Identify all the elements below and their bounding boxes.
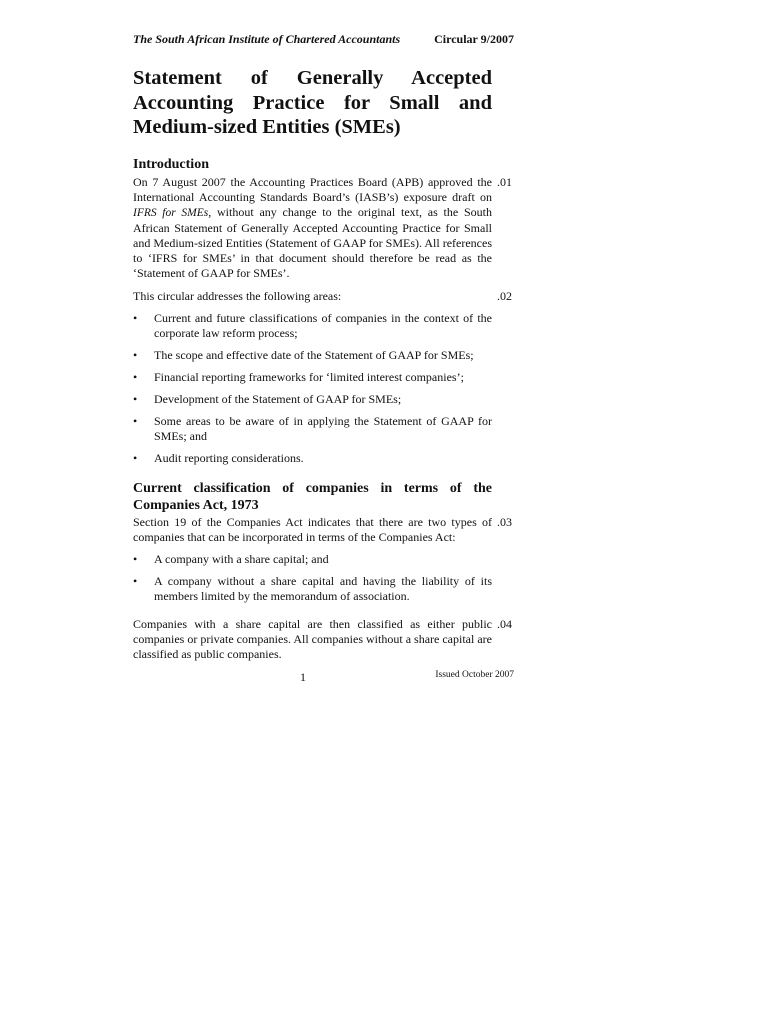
paragraph-number-04: .04 (497, 617, 512, 631)
issued-date: Issued October 2007 (435, 670, 514, 680)
page-number: 1 (300, 670, 306, 684)
list-item (133, 574, 492, 604)
list-item (133, 392, 492, 407)
list-item-text: Audit reporting considerations. (154, 451, 304, 465)
list-item-text: Development of the Statement of GAAP for SMEs; (154, 392, 402, 406)
bullet-icon: • (133, 348, 138, 362)
list-item (133, 348, 492, 363)
bullet-icon: • (133, 451, 138, 465)
header-organization: The South African Institute of Chartered Accountants (133, 32, 401, 46)
bullet-icon: • (133, 552, 138, 566)
list-item-text: A company with a share capital; and (154, 552, 329, 566)
list-item (133, 370, 492, 385)
list-item (133, 311, 492, 341)
introduction-heading: Introduction (133, 157, 209, 172)
paragraph-number-02: .02 (497, 289, 512, 303)
bullet-icon: • (133, 574, 138, 588)
classification-heading: Current classification of companies in terms of the Companies Act, 1973 (133, 481, 492, 513)
bullet-icon: • (133, 311, 138, 325)
list-item-text: A company without a share capital and having the liability of its members limited by the memorandum of association. (154, 574, 492, 603)
list-item (133, 552, 492, 567)
paragraph-01-text-after: , without any change to the original text, as the South African Statement of Generally Accepted Accounting Practice for Small and Medium-sized Entities (Statement of GAAP for SMEs). All references to ‘IFRS for SMEs’ in that document should therefore be read as the ‘Statement of GAAP for SMEs’. (133, 205, 492, 280)
bullet-icon: • (133, 414, 138, 428)
list-item (133, 414, 492, 444)
list-item-text: Financial reporting frameworks for ‘limited interest companies’; (154, 370, 464, 384)
paragraph-01 (133, 175, 492, 281)
paragraph-02: This circular addresses the following areas: (133, 289, 342, 303)
list-item-text: Some areas to be aware of in applying the Statement of GAAP for SMEs; and (154, 414, 492, 443)
list-item-text: Current and future classifications of companies in the context of the corporate law reform process; (154, 311, 492, 340)
paragraph-01-italic-title: IFRS for SMEs (133, 207, 209, 219)
areas-bullet-list (133, 311, 492, 466)
paragraph-03: Section 19 of the Companies Act indicates that there are two types of companies that can be incorporated in terms of the Companies Act: (133, 515, 492, 544)
list-item-text: The scope and effective date of the Statement of GAAP for SMEs; (154, 348, 474, 362)
bullet-icon: • (133, 370, 138, 384)
company-types-bullet-list (133, 552, 492, 604)
document-title: Statement of Generally Accepted Accounting Practice for Small and Medium-sized Entities (SMEs) (133, 67, 492, 138)
paragraph-number-01: .01 (497, 175, 512, 189)
paragraph-04: Companies with a share capital are then classified as either public companies or private companies. All companies without a share capital are classified as public companies. (133, 617, 492, 661)
header-circular-number: Circular 9/2007 (434, 32, 514, 46)
bullet-icon: • (133, 392, 138, 406)
paragraph-01-text-before: On 7 August 2007 the Accounting Practices Board (APB) approved the International Accounting Standards Board’s (IASB’s) exposure draft on (133, 175, 492, 204)
list-item (133, 451, 492, 466)
paragraph-number-03: .03 (497, 515, 512, 529)
